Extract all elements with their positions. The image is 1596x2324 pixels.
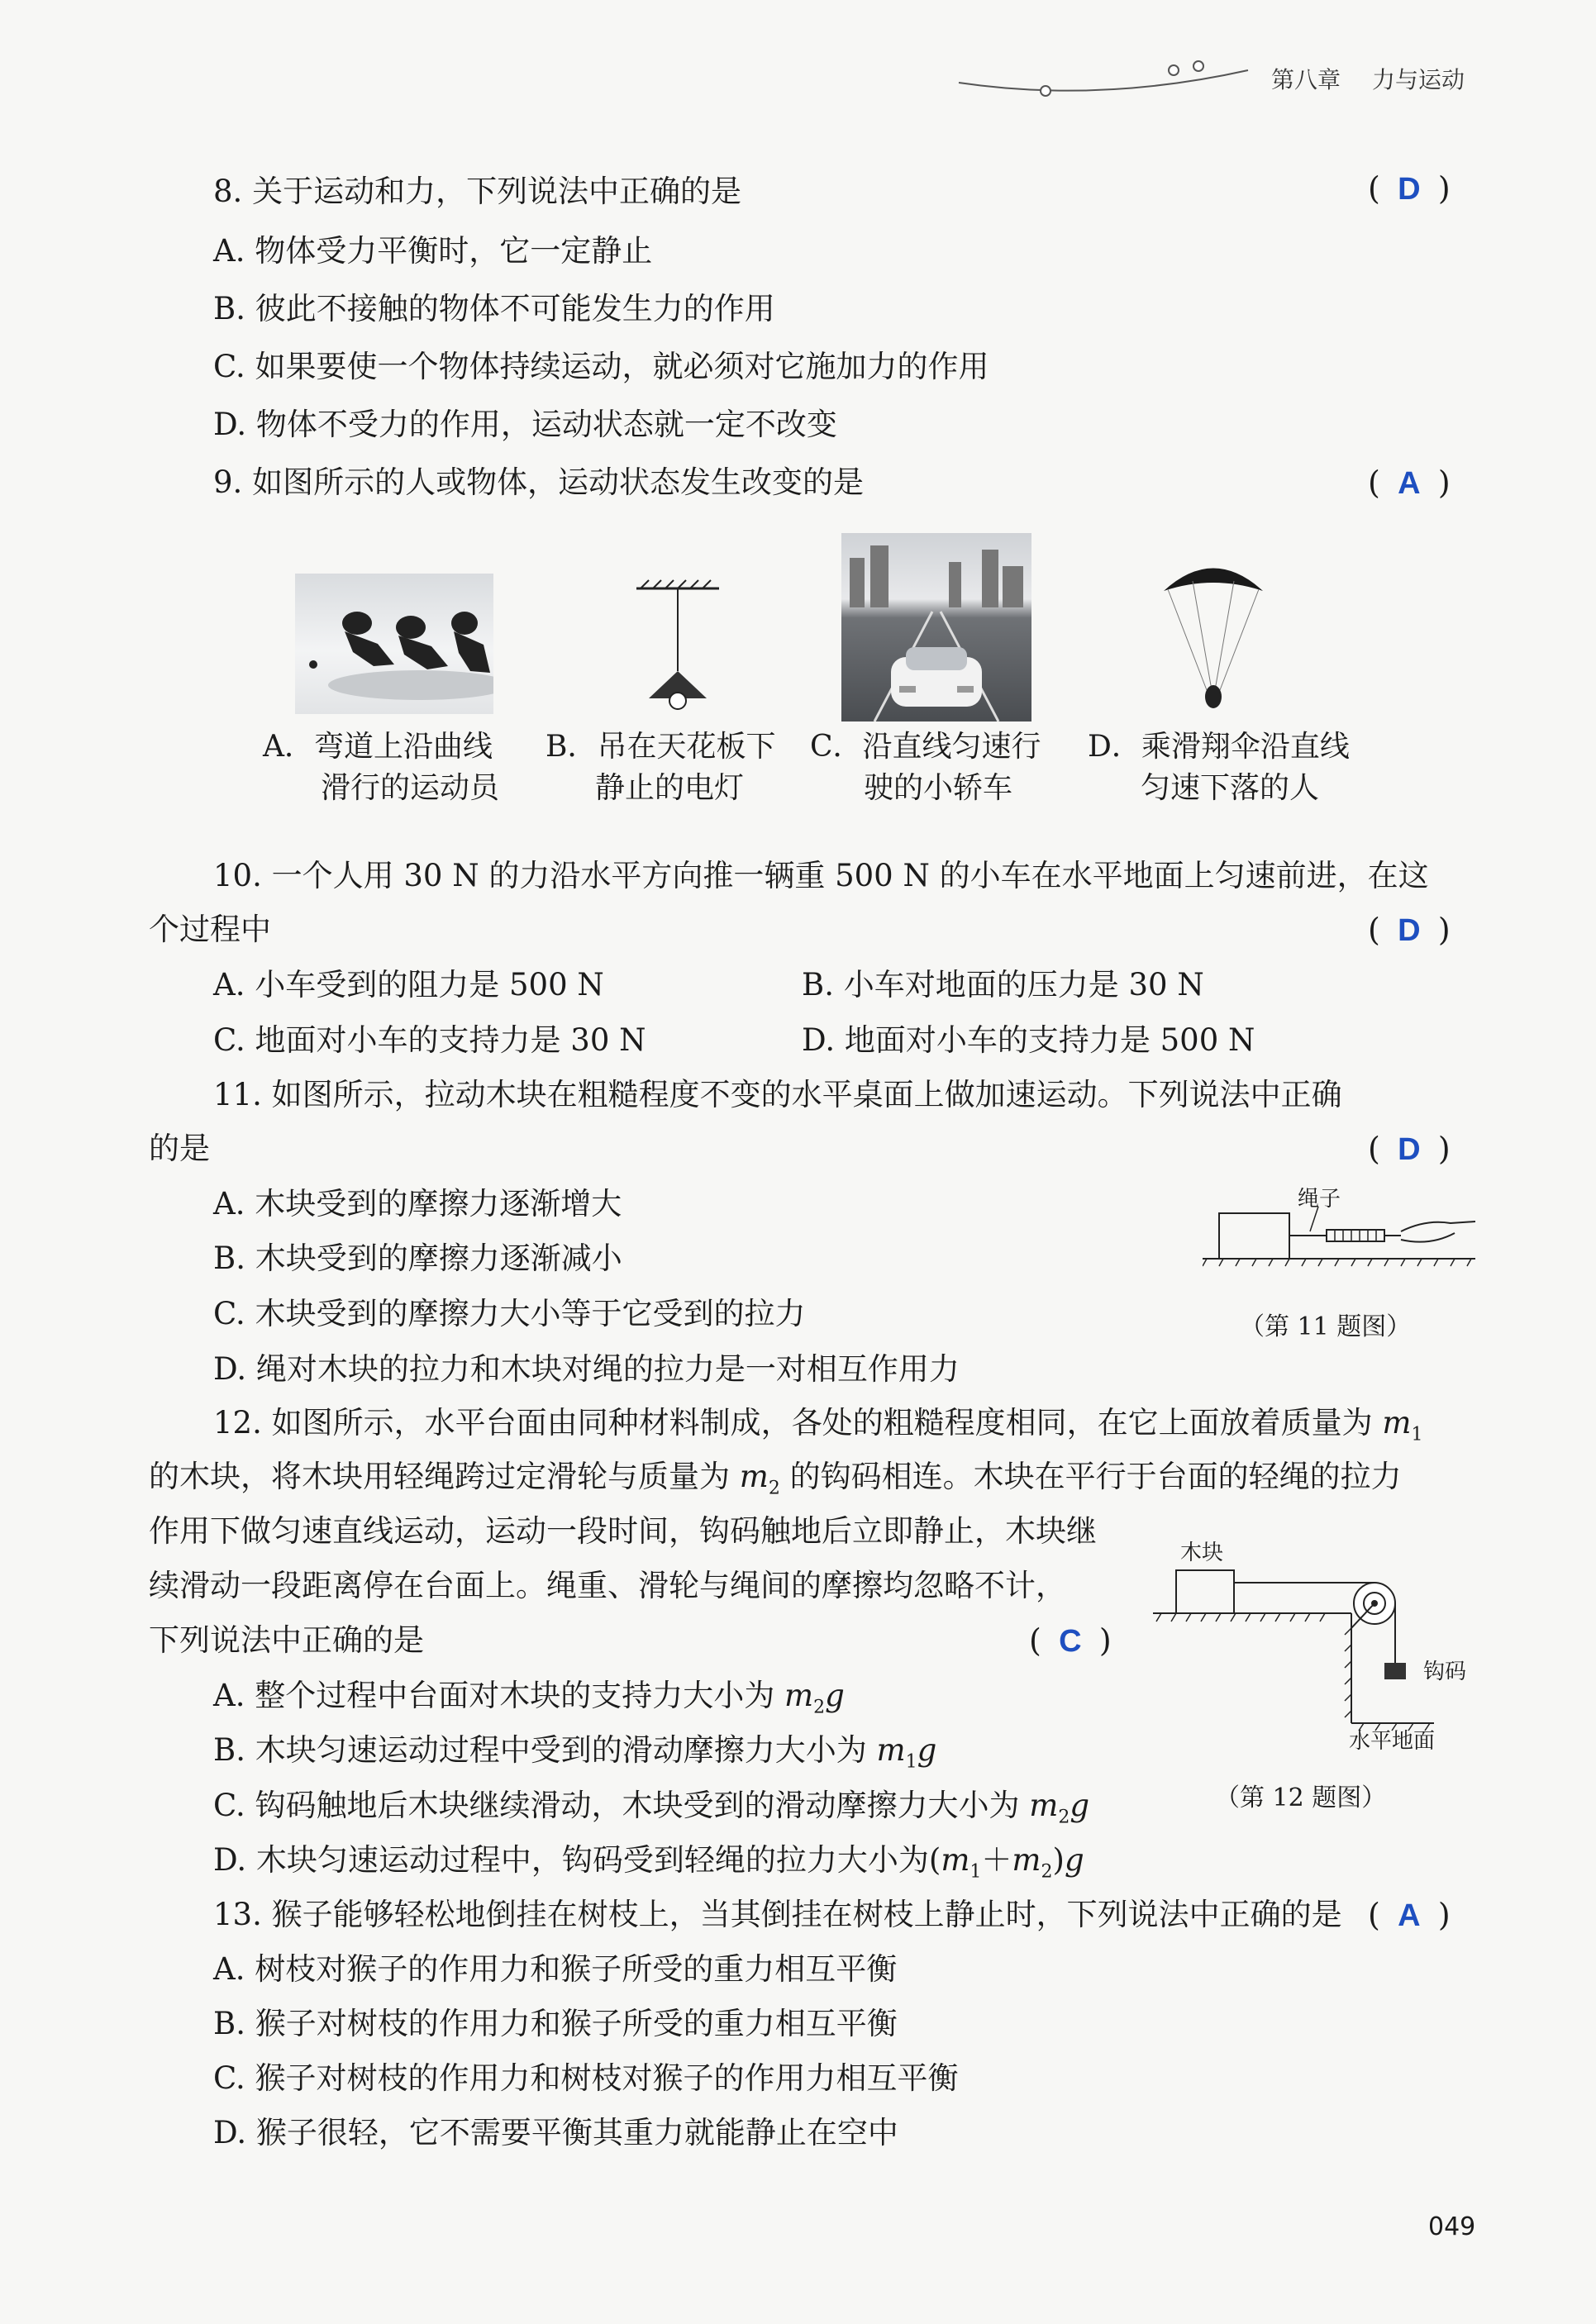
q10-option-d: D. 地面对小车的支持力是 500 N	[802, 1022, 1255, 1058]
q12-option-d-plus: ＋	[981, 1842, 1012, 1878]
q10-option-c: C. 地面对小车的支持力是 30 N	[213, 1022, 646, 1058]
q12-line1-text: 12. 如图所示，水平台面由同种材料制成，各处的粗糙程度相同，在它上面放着质量为	[213, 1405, 1383, 1441]
q12-m1-subscript: 1	[1411, 1424, 1423, 1445]
q12-figure	[1153, 1554, 1434, 1744]
q12-line2-text-b: 的钩码相连。木块在平行于台面的轻绳的拉力	[779, 1459, 1402, 1494]
q12-stem-line4: 续滑动一段距离停在台面上。绳重、滑轮与绳间的摩擦均忽略不计，	[149, 1568, 1066, 1603]
q9-stem: 9. 如图所示的人或物体，运动状态发生改变的是	[213, 464, 865, 500]
q12-m1-symbol: m	[1382, 1405, 1412, 1441]
q12-figure-label-block: 木块	[1180, 1541, 1224, 1565]
q10-stem-line2: 个过程中	[149, 912, 271, 947]
q12-option-d-g: g	[1064, 1842, 1084, 1878]
q9-answer: A	[1398, 466, 1421, 501]
q12-option-c-g: g	[1070, 1788, 1090, 1823]
q9-caption-a-line1: A．弯道上沿曲线	[263, 730, 493, 764]
page-number: 049	[1428, 2212, 1476, 2241]
q12-stem-line3: 作用下做匀速直线运动，运动一段时间，钩码触地后立即静止，木块继	[149, 1513, 1097, 1549]
q12-option-b	[213, 1730, 936, 1783]
q13-option-d: D. 猴子很轻，它不需要平衡其重力就能静止在空中	[213, 2115, 898, 2150]
q8-stem: 8. 关于运动和力，下列说法中正确的是	[213, 174, 742, 209]
q8-option-b: B. 彼此不接触的物体不可能发生力的作用	[213, 291, 775, 326]
q9-image-paraglider	[1155, 550, 1271, 723]
q9-caption-d-line1: D．乘滑翔伞沿直线	[1088, 730, 1350, 764]
q10-answer: D	[1398, 913, 1421, 948]
q9-image-car	[841, 533, 1031, 721]
q12-stem-line5: 下列说法中正确的是	[149, 1622, 424, 1658]
q12-figure-label-weight: 钩码	[1423, 1660, 1467, 1684]
q13-stem: 13. 猴子能够轻松地倒挂在树枝上，当其倒挂在树枝上静止时，下列说法中正确的是	[213, 1897, 1342, 1932]
header-title: 力与运动	[1372, 66, 1465, 93]
q12-option-d-text: D. 木块匀速运动过程中，钩码受到轻绳的拉力大小为(	[213, 1842, 941, 1878]
q12-option-d-m1: m	[941, 1842, 970, 1878]
q12-option-d-m2: m	[1012, 1842, 1041, 1878]
q13-option-b: B. 猴子对树枝的作用力和猴子所受的重力相互平衡	[213, 2006, 898, 2041]
q12-m2-subscript: 2	[768, 1478, 780, 1499]
q11-option-b: B. 木块受到的摩擦力逐渐减小	[213, 1241, 622, 1276]
q11-option-d: D. 绳对木块的拉力和木块对绳的拉力是一对相互作用力	[213, 1351, 960, 1387]
q12-answer-bracket: ( C )	[1029, 1620, 1112, 1662]
q11-option-a: A. 木块受到的摩擦力逐渐增大	[213, 1186, 622, 1222]
q12-stem-line2	[149, 1456, 1402, 1509]
q9-image-lamp	[628, 579, 727, 715]
q12-option-d-sub2: 2	[1041, 1861, 1053, 1883]
q12-option-b-text: B. 木块匀速运动过程中受到的滑动摩擦力大小为	[213, 1732, 877, 1768]
q13-option-c: C. 猴子对树枝的作用力和树枝对猴子的作用力相互平衡	[213, 2060, 959, 2096]
q12-m2-symbol: m	[739, 1459, 769, 1494]
q10-stem-line1: 10. 一个人用 30 N 的力沿水平方向推一辆重 500 N 的小车在水平地面上匀速前进，在这	[213, 858, 1429, 893]
q11-stem-line1: 11. 如图所示，拉动木块在粗糙程度不变的水平桌面上做加速运动。下列说法中正确	[213, 1077, 1342, 1112]
q10-answer-bracket: ( D )	[1368, 909, 1451, 951]
q12-option-a	[213, 1675, 845, 1728]
q12-option-b-g: g	[917, 1732, 937, 1768]
q11-figure-caption: （第 11 题图）	[1240, 1312, 1412, 1341]
q11-figure-label-rope: 绳子	[1298, 1187, 1341, 1212]
q11-answer-bracket: ( D )	[1368, 1128, 1451, 1170]
q12-option-a-g: g	[825, 1678, 845, 1713]
q11-stem-line2: 的是	[149, 1131, 210, 1166]
q9-caption-b-line1: B．吊在天花板下	[545, 730, 776, 764]
q9-caption-b-line2: 静止的电灯	[595, 771, 745, 805]
q9-image-skaters	[295, 574, 493, 714]
q12-option-b-sub: 1	[905, 1751, 917, 1773]
q12-option-d-close: )	[1052, 1842, 1065, 1878]
q13-answer: A	[1398, 1898, 1421, 1933]
q8-answer: D	[1398, 172, 1421, 207]
header-chapter: 第八章	[1271, 66, 1341, 93]
q9-answer-bracket: ( A )	[1368, 462, 1451, 504]
q13-option-a: A. 树枝对猴子的作用力和猴子所受的重力相互平衡	[213, 1951, 898, 1987]
q12-stem-line1	[213, 1402, 1422, 1455]
q12-option-b-m: m	[876, 1732, 906, 1768]
q12-figure-label-ground: 水平地面	[1349, 1729, 1436, 1754]
q12-option-a-m: m	[784, 1678, 814, 1713]
q13-answer-bracket: ( A )	[1368, 1894, 1451, 1936]
q12-option-c-m: m	[1029, 1788, 1059, 1823]
q12-option-d	[213, 1840, 1084, 1893]
q8-option-a: A. 物体受力平衡时，它一定静止	[213, 233, 653, 269]
q12-option-a-text: A. 整个过程中台面对木块的支持力大小为	[213, 1678, 785, 1713]
q12-answer: C	[1059, 1624, 1082, 1659]
q8-answer-bracket: ( D )	[1368, 168, 1451, 210]
q11-answer: D	[1398, 1132, 1421, 1167]
q12-option-d-sub1: 1	[970, 1861, 982, 1883]
q9-caption-c-line1: C．沿直线匀速行	[810, 730, 1041, 764]
q10-option-a: A. 小车受到的阻力是 500 N	[213, 967, 604, 1002]
q10-option-b: B. 小车对地面的压力是 30 N	[802, 967, 1204, 1002]
header-ornament	[950, 50, 1265, 107]
q12-option-c-text: C. 钩码触地后木块继续滑动，木块受到的滑动摩擦力大小为	[213, 1788, 1030, 1823]
q12-line2-text-a: 的木块，将木块用轻绳跨过定滑轮与质量为	[149, 1459, 740, 1494]
q8-option-c: C. 如果要使一个物体持续运动，就必须对它施加力的作用	[213, 349, 989, 384]
q9-caption-d-line2: 匀速下落的人	[1141, 771, 1320, 805]
q11-option-c: C. 木块受到的摩擦力大小等于它受到的拉力	[213, 1296, 806, 1331]
q9-caption-a-line2: 滑行的运动员	[321, 771, 500, 805]
q12-figure-caption: （第 12 题图）	[1215, 1783, 1387, 1812]
q8-option-d: D. 物体不受力的作用，运动状态就一定不改变	[213, 407, 837, 442]
q9-caption-c-line2: 驶的小轿车	[864, 771, 1013, 805]
q12-option-c	[213, 1785, 1089, 1838]
q12-option-a-sub: 2	[813, 1697, 826, 1718]
q12-option-c-sub: 2	[1058, 1807, 1070, 1828]
